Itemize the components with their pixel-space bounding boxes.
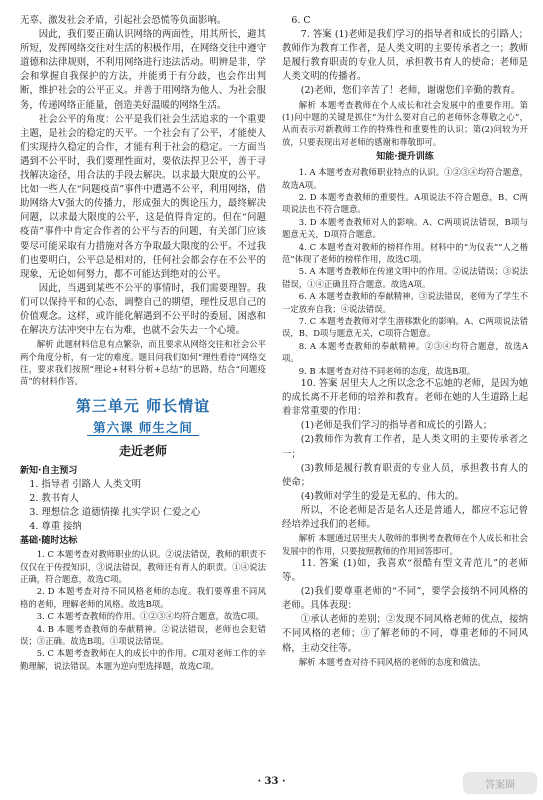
answer-item: 4. C 本题考查对教师的榜样作用。材料中的“为仪表”“人之楷范”体现了老师的榜样作用，故选C项。	[282, 241, 528, 265]
preview-item: 1. 指导者 引路人 人类文明	[29, 478, 142, 490]
watermark-logo: 答案圈	[463, 772, 537, 794]
answer-item: 所以，不论老师是否是名人还是普通人，都应不忘记曾经培养过我们的老师。	[282, 504, 528, 531]
paragraph: 社会公平的角度：公平是我们社会生活追求的一个重要主题，是社会的稳定的天平。一个社会有了公平，才能使人们实现持久稳定的合作，才能有利于社会的稳定。一方面当遇到不公平时，我们要理性面对，要依法捍卫公平，善于寻找解决途径，用合法的手段去解决。以求最大限度的公平。比如一些人在“问题疫苗”事件中遭遇不公平，利用网络，借助网络大V强大的传播力，形成强大的舆论压力，最终解决问题，以求最大限度的公平，这是值得肯定的。但在“问题疫苗”事件中肯定合作者的公平与否的问题，有关部门应该要尽可能采取有力措施对各方争取最大限度的公平。不过我们也要明白，公平总是相对的，任何社会都会存在不公平的现象，无论如何努力，都不可能达到绝对的公平。	[20, 113, 266, 280]
answer-item: 3. D 本题考查教师对人的影响。A、C两项说法错误，B项与题意无关，D项符合题意。	[282, 216, 528, 240]
answer-item: (2)老师，您们辛苦了！老师，谢谢您们辛勤的教育。	[300, 85, 521, 97]
right-column	[282, 14, 528, 668]
analysis-text: 解析 此题材料信息有点繁杂，而且要求从网络交往和社会公平两个角度分析，有一定的难度。题目问我们如何“理性看待”网络交往，要求我们按照“理论+材料分析+总结”的思路，结合“问题疫苗”的材料作答。	[20, 339, 266, 387]
answer-item: 10. 答案 居里夫人之所以念念不忘她的老师，是因为她的成长离不开老师的培养和教育。老师在她的人生道路上起着非常重要的作用：	[282, 378, 528, 418]
lesson-title	[20, 418, 266, 438]
answer-item: (1)老师是我们学习的指导者和成长的引路人；	[300, 420, 493, 432]
basic-heading: 基础·随时达标	[20, 536, 78, 547]
answer-item: 5. C 本题考查教师在人的成长中的作用。C项对老师工作的辛勤理解，说法错误。本题为逆向型选择题，故选C项。	[20, 648, 266, 671]
page-number: · 33 ·	[257, 776, 286, 787]
analysis-text: 解析 本题通过居里夫人敬师的事例考查教师在个人成长和社会发展中的作用，只要按照教师的作用回答即可。	[282, 533, 528, 556]
answer-item: 1. A 本题考查对教师职业特点的认识。①②③④均符合题意，故选A项。	[282, 167, 528, 190]
analysis-text: 解析 本题考查对待不同风格的老师的态度和做法。	[298, 656, 486, 667]
improve-heading: 知能·提升训练	[376, 152, 434, 163]
paragraph: 因此，我们要正确认识网络的两面性，用其所长，避其所短，发挥网络交往对生活的积极作用，在网络交往中遵守道德和法律规则，不利用网络进行违法活动。明辨是非，学会和掌握自我保护的方法，并能勇于有分歧，也会作出判断，维护社会的公平正义。并善于用网络为他人、为社会服务，传递网络正能量，创造美好温暖的网络生活。	[20, 29, 266, 111]
answer-item: 2. D 本题考查对待不同风格老师的态度。我们要尊重不同风格的老师，理解老师的风格。故选B项。	[20, 586, 266, 609]
paragraph: 因此，当遇到某些不公平的事情时，我们需要理智。我们可以保持平和的心态，调整自己的期望，理性反思自己的价值观念。这样，或许能化解遇到不公平时的委屈、困惑和在解决方法冲突中左右为难，也就不会失去一个心境。	[20, 282, 266, 337]
preview-item: 4. 尊重 接纳	[29, 521, 82, 533]
section-title: 走近老师	[118, 443, 167, 458]
preview-item: 3. 理想信念 道德情操 扎实学识 仁爱之心	[29, 506, 201, 518]
answer-item: 4. B 本题考查教师的奉献精神。②说法错误，老师也会犯错误；③正确。故选B项。①项说法错误。	[20, 623, 266, 646]
answer-item: 6. A 本题考查教师的奉献精神。③说法错误，老师为了学生不一定放弃自我；④说法错误。	[282, 291, 528, 314]
answer-item: (4)教师对学生的爱是无私的、伟大的。	[300, 490, 465, 502]
answer-item: ①承认老师的差别；②发现不同风格老师的优点，接纳不同风格的老师；③了解老师的不同，尊重老师的不同风格，主动交往等。	[282, 614, 528, 654]
analysis-text: 解析 本题考查教师在个人成长和社会发展中的重要作用。第(1)问中题的关键是抓住“为什么要对自己的老师怀念尊敬之心”，从而表示对新教师工作的特殊性和重要性的认识；第(2)问较为开放，只要表现出对老师的感谢和尊敬即可。	[282, 99, 528, 147]
left-column	[20, 14, 266, 672]
answer-item: 2. D 本题考查教师的重要性。A项说法不符合题意，B、C两项说法也不符合题意。	[282, 192, 528, 215]
answer-item: (2)教师作为教育工作者，是人类文明的主要传承者之一；	[282, 434, 528, 460]
answer-item: 7. 答案 (1)老师是我们学习的指导者和成长的引路人；教师作为教育工作者，是人类文明的主要传承者之一；教师是履行教育职责的专业人员，承担教书育人的使命；老师是人类文明的传播者。	[282, 29, 528, 83]
answer-item: (2)我们要尊重老师的“不同”，要学会接纳不同风格的老师。具体表现：	[282, 586, 528, 612]
answer-item: 11. 答案 (1)如，我喜欢“很酷有型文青范儿”的老师等。	[282, 557, 528, 584]
answer-item: 8. A 本题考查教师的奉献精神。②③④均符合题意，故选A项。	[282, 340, 528, 364]
answer-item: (3)教师是履行教育职责的专业人员，承担教书育人的使命；	[282, 462, 528, 488]
answer-item: 6. C	[291, 15, 311, 26]
answer-item: 5. A 本题考查教师在传递文明中的作用。②说法错误；③说法错误，①④正确且符合题意。故选A项。	[282, 266, 528, 289]
lesson-title-text: 第六课 师生之间	[87, 420, 199, 436]
preview-heading: 新知·自主预习	[20, 465, 78, 476]
preview-item: 2. 教书育人	[29, 492, 79, 504]
answer-item: 3. C 本题考查教师的作用。①②③④均符合题意，故选C项。	[36, 611, 264, 622]
unit-title: 第三单元 师长情谊	[75, 396, 211, 415]
answer-item: 9. B 本题考查对待不同老师的态度，故选B项。	[298, 365, 476, 376]
answer-item: 7. C 本题考查教师对学生潜移默化的影响。A、C两项说法错误，B、D项与题意无关，C项符合题意。	[282, 316, 528, 339]
paragraph: 无辜、激发社会矛盾，引起社会恐慌等负面影响。	[20, 15, 227, 26]
answer-item: 1. C 本题考查对教师职业的认识。②说法错误，教师的职责不仅仅在于传授知识，③说法错误，教师还有育人的职责。①④说法正确，符合题意，故选C项。	[20, 549, 266, 584]
